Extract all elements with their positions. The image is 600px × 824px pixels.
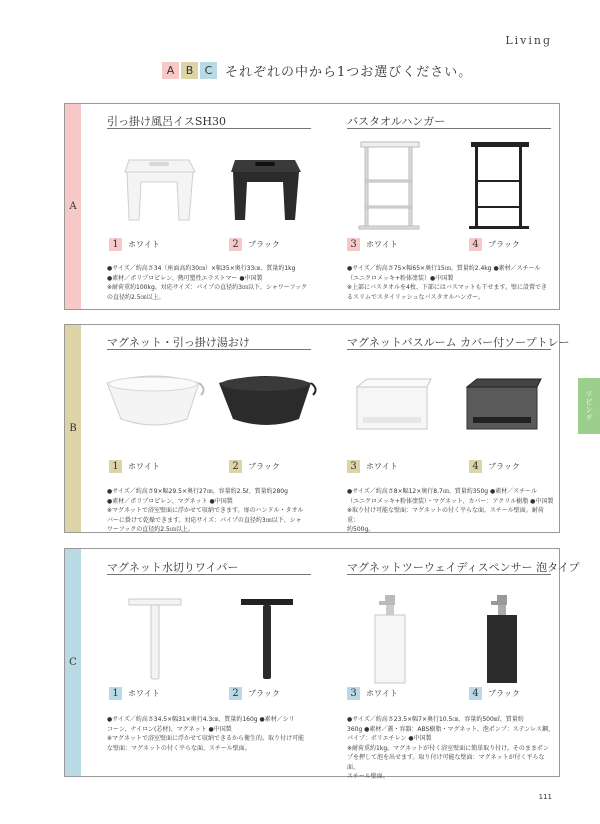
title-rule bbox=[107, 349, 311, 350]
option-2-black: 2 ブラック bbox=[229, 238, 280, 251]
page-number: 111 bbox=[538, 793, 552, 801]
option-1-white: 1 ホワイト bbox=[109, 460, 160, 473]
option-4-black: 4 ブラック bbox=[469, 460, 520, 473]
white-bath-stool-image bbox=[119, 142, 201, 224]
title-rule bbox=[107, 128, 311, 129]
section-a-panel bbox=[64, 103, 560, 310]
section-header-living: Living bbox=[505, 34, 552, 47]
product-description: ●サイズ／約高さ34.5×幅31×奥行4.3㎝、質量約160g ●素材／シリ コーン、ナイロン(芯材)、マグネット ●中国製 ※マグネットで浴室壁面に浮かせて収納できるから衛生的。取り付け可能 な壁面：マグネットの付く平らな面、スチール壁面。 bbox=[107, 716, 304, 752]
option-1-white: 1 ホワイト bbox=[109, 687, 160, 700]
option-4-black: 4 ブラック bbox=[469, 687, 520, 700]
white-wiper-image bbox=[127, 597, 183, 681]
product-title: マグネットバスルーム カバー付ソープトレー bbox=[347, 336, 570, 349]
section-b-panel bbox=[64, 324, 570, 533]
product-title: バスタオルハンガー bbox=[347, 115, 446, 128]
white-towel-hanger-image bbox=[355, 140, 425, 232]
badge-a: A bbox=[162, 62, 179, 79]
option-2-black: 2 ブラック bbox=[229, 460, 280, 473]
product-description: ●サイズ／約高さ9×幅29.5×奥行27㎝、容量約2.5ℓ、質量約280g ●素材／ポリプロピレン、マグネット ●中国製 ※マグネットで浴室壁面に浮かせて収納できます。扉のハンドル・タオル バーに掛けて乾燥できます。対応サイズ：パイプの直径約3㎝以下、シャ ワーフックの直径約2.5㎝以上。 bbox=[107, 488, 304, 533]
product-description: ●サイズ／約高さ34（座面高約30㎝）×幅35×奥行33㎝、質量約1kg ●素材／ポリプロピレン、熱可塑性エラストマー ●中国製 ※耐荷重約100kg。対応サイズ：パイプの直径約3㎝以下、シャワーフック の直径約2.5㎝以上。 bbox=[107, 265, 308, 301]
section-b-tab: B bbox=[65, 325, 81, 532]
product-description: ●サイズ／約高さ75×幅65×奥行15㎝、質量約2.4kg ●素材／スチール （ユニクロメッキ+粉体塗装）●中国製 ※上部にバスタオルを4枚、下部にはバスマットも干せます。壁に設置でき るスリムでスタイリッシュなバスタオルハンガー。 bbox=[347, 265, 548, 301]
title-rule bbox=[347, 128, 551, 129]
badge-b: B bbox=[181, 62, 198, 79]
instruction-text: それぞれの中から1つお選びください。 bbox=[225, 64, 473, 80]
product-title: マグネット・引っ掛け湯おけ bbox=[107, 336, 250, 349]
product-description: ●サイズ／約高さ23.5×幅7×奥行10.5㎝、容量約500㎖、質量約 360g ●素材／蓋・容器：ABS樹脂・マグネット、泡ポンプ：ステンレス鋼、 パイプ：ポリエチレン ●中国製 ※耐荷重約1kg。マグネットが付く浴室壁面に簡単取り付け。そのままポン プを押して泡を出せます。取り付け可能な壁面：マグネットが付く平らな面、 スチール壁面。 bbox=[347, 716, 554, 780]
badge-c: C bbox=[200, 62, 217, 79]
option-1-white: 1 ホワイト bbox=[109, 238, 160, 251]
choice-instruction bbox=[162, 60, 472, 80]
black-towel-hanger-image bbox=[465, 140, 535, 232]
section-c-tab: C bbox=[65, 549, 81, 776]
product-title: マグネット水切りワイパー bbox=[107, 561, 239, 574]
title-rule bbox=[347, 574, 551, 575]
option-3-white: 3 ホワイト bbox=[347, 460, 398, 473]
section-a-tab: A bbox=[65, 104, 81, 309]
category-side-tab: リビング bbox=[578, 378, 600, 434]
product-title: マグネットツーウェイディスペンサー 泡タイプ bbox=[347, 561, 580, 574]
option-3-white: 3 ホワイト bbox=[347, 687, 398, 700]
black-bath-stool-image bbox=[225, 142, 307, 224]
section-c-panel bbox=[64, 548, 580, 780]
option-2-black: 2 ブラック bbox=[229, 687, 280, 700]
title-rule bbox=[107, 574, 311, 575]
option-3-white: 3 ホワイト bbox=[347, 238, 398, 251]
black-wiper-image bbox=[239, 597, 295, 681]
title-rule bbox=[347, 349, 551, 350]
white-dispenser-image bbox=[371, 593, 407, 685]
product-title: 引っ掛け風呂イスSH30 bbox=[107, 115, 227, 128]
white-wash-bowl-image bbox=[103, 371, 207, 433]
black-dispenser-image bbox=[483, 593, 519, 685]
product-description: ●サイズ／約高さ8×幅12×奥行8.7㎝、質量約350g ●素材／スチール （ユニクロメッキ+粉体塗装）・マグネット、カバー：アクリル樹脂 ●中国製 ※取り付け可能な壁面：マグネットの付く平らな面、スチール壁面。耐荷重： 約500g。 bbox=[347, 488, 554, 533]
black-soap-tray-image bbox=[463, 377, 543, 433]
white-soap-tray-image bbox=[353, 377, 433, 433]
option-4-black: 4 ブラック bbox=[469, 238, 520, 251]
black-wash-bowl-image bbox=[215, 371, 319, 433]
